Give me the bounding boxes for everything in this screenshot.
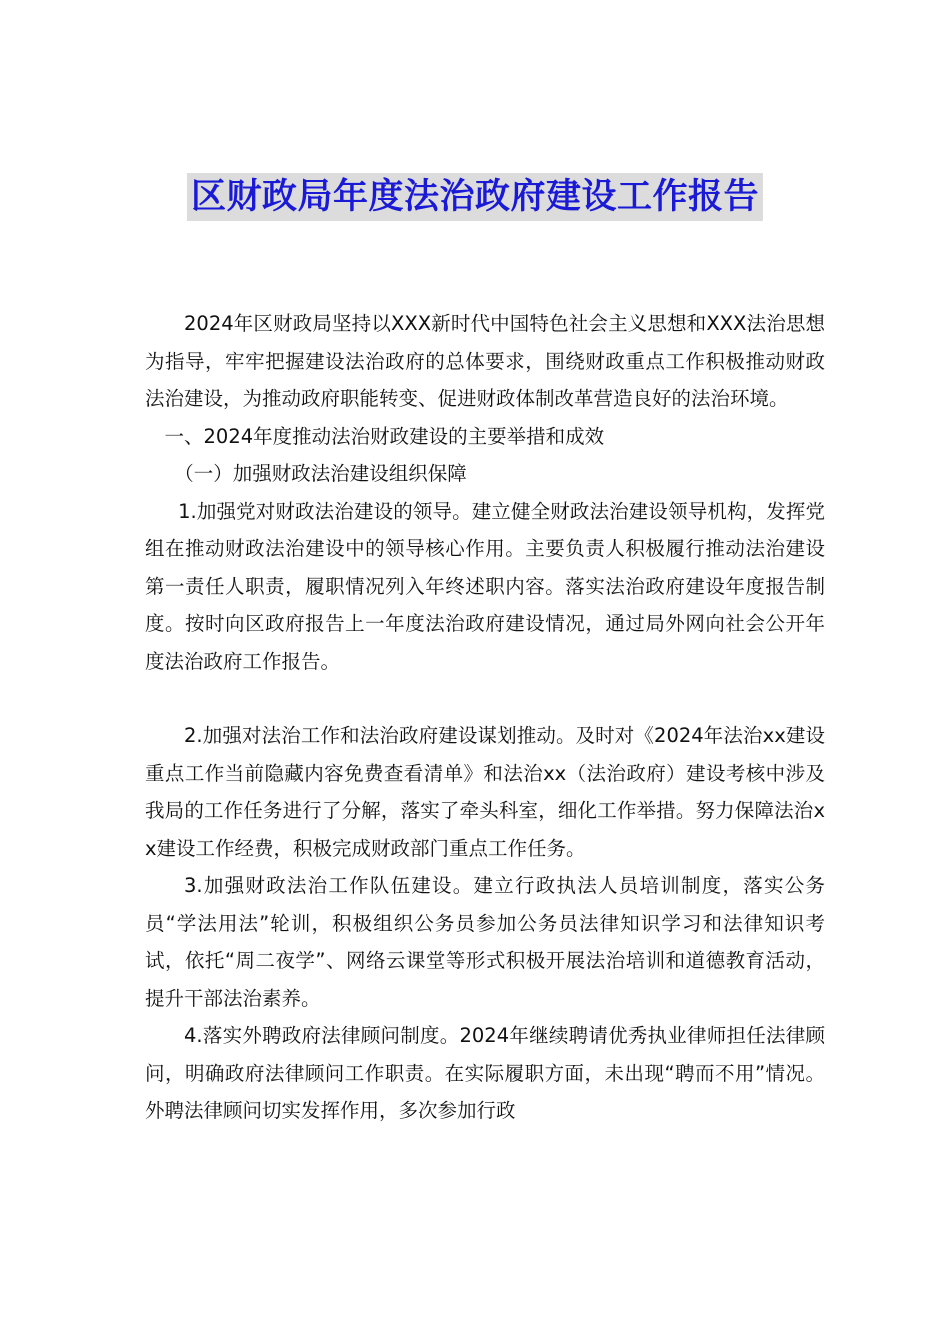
section-heading-1: 一、2024年度推动法治财政建设的主要举措和成效 (164, 424, 605, 448)
paragraph-gap (145, 680, 825, 717)
document-title: 区财政局年度法治政府建设工作报告 (187, 173, 763, 221)
paragraph-item-3: 3.加强财政法治工作队伍建设。建立行政执法人员培训制度，落实公务员“学法用法”轮训，积极组织公务员参加公务员法律知识学习和法律知识考试，依托“周二夜学”、网络云课堂等形式积极开展法治培训和道德教育活动，提升干部法治素养。 (145, 874, 825, 1010)
paragraph-item-1: 1.加强党对财政法治建设的领导。建立健全财政法治建设领导机构，发挥党组在推动财政法治建设中的领导核心作用。主要负责人积极履行推动法治建设第一责任人职责，履职情况列入年终述职内容。落实法治政府建设年度报告制度。按时向区政府报告上一年度法治政府建设情况，通过局外网向社会公开年度法治政府工作报告。 (145, 499, 825, 673)
title-wrap (0, 173, 950, 221)
document-body (145, 305, 825, 1130)
subsection-heading-1: （一）加强财政法治建设组织保障 (174, 462, 467, 485)
paragraph-intro: 2024年区财政局坚持以XXX新时代中国特色社会主义思想和XXX法治思想为指导，牢牢把握建设法治政府的总体要求，围绕财政重点工作积极推动财政法治建设，为推动政府职能转变、促进财政体制改革营造良好的法治环境。 (145, 312, 825, 410)
paragraph-item-2: 2.加强对法治工作和法治政府建设谋划推动。及时对《2024年法治xx建设重点工作当前隐藏内容免费查看清单》和法治xx（法治政府）建设考核中涉及我局的工作任务进行了分解，落实了牵头科室，细化工作举措。努力保障法治xx建设工作经费，积极完成财政部门重点工作任务。 (145, 724, 825, 860)
paragraph-item-4: 4.落实外聘政府法律顾问制度。2024年继续聘请优秀执业律师担任法律顾问，明确政府法律顾问工作职责。在实际履职方面，未出现“聘而不用”情况。外聘法律顾问切实发挥作用，多次参加行政 (145, 1024, 825, 1122)
